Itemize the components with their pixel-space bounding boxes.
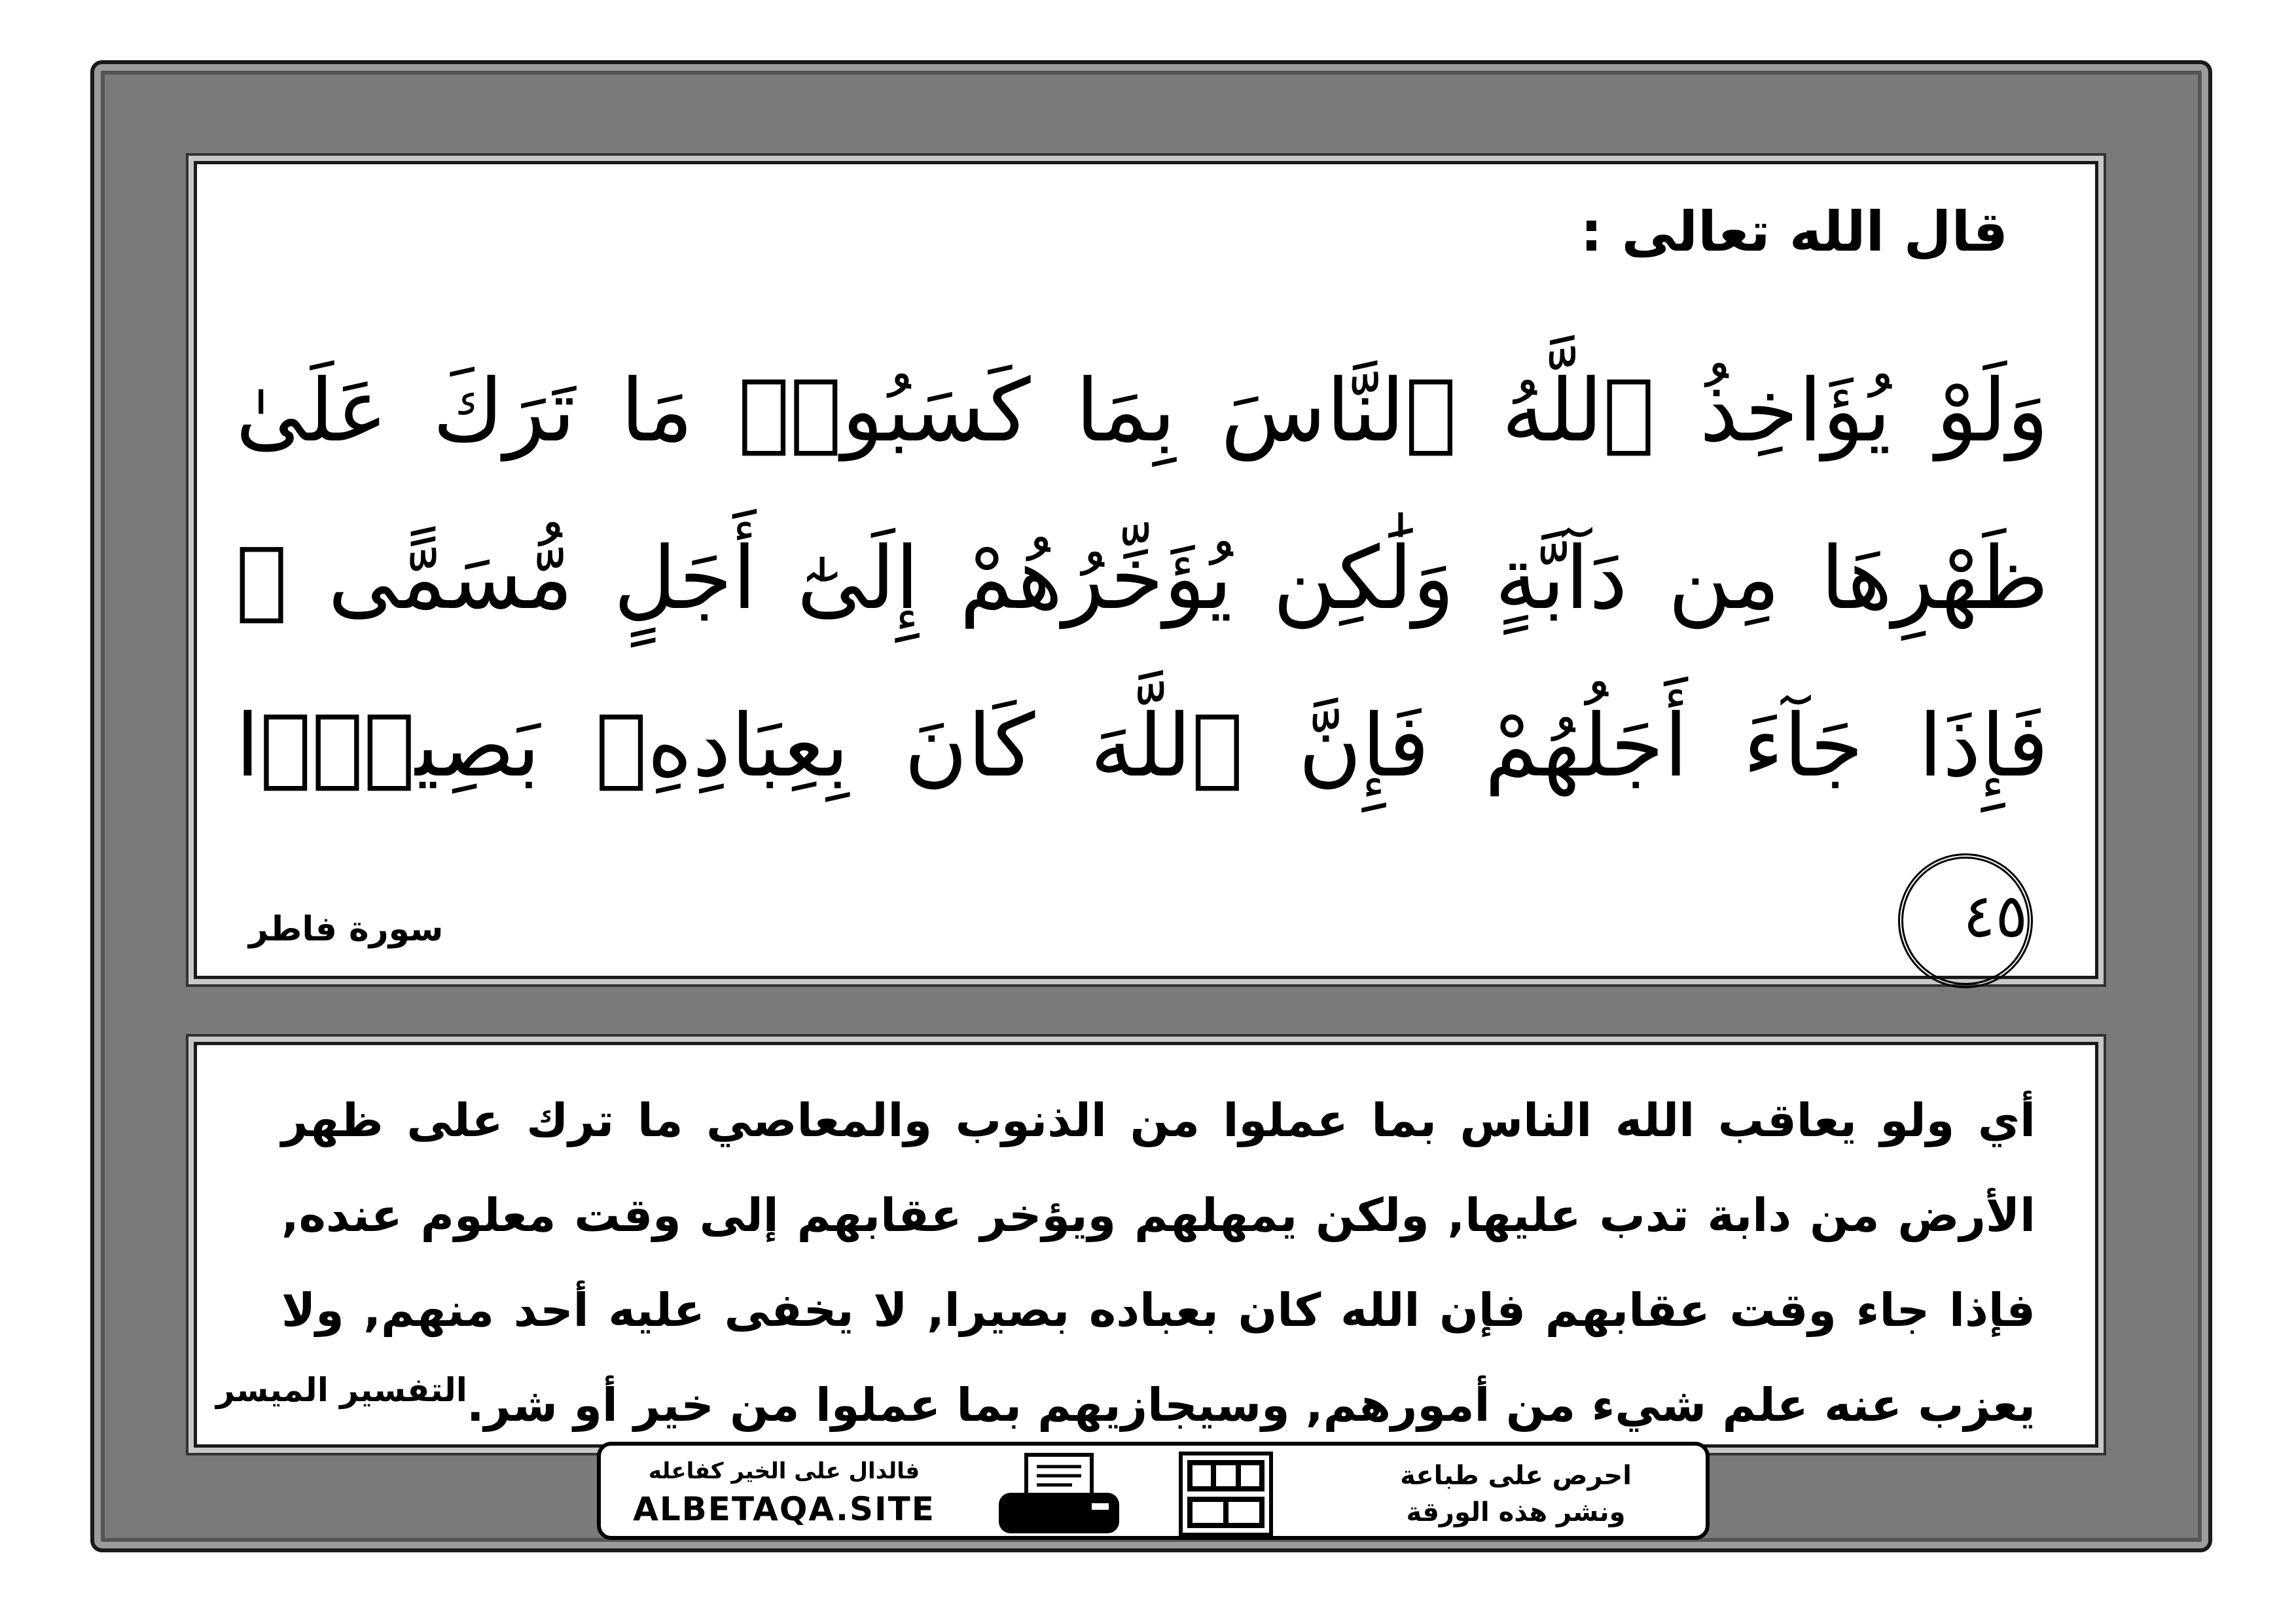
footer-cta	[1352, 1457, 1679, 1531]
footer-cta-line2: ونشر هذه الورقة	[1406, 1497, 1626, 1527]
printer-icon	[994, 1452, 1124, 1537]
ayah-number-marker: ٤٥	[1898, 853, 2033, 988]
tafsir-text: أي ولو يعاقب الله الناس بما عملوا من الذنوب والمعاصي ما ترك على ظهر الأرض من دابة تدب عليها, ولكن يمهلهم ويؤخر عقابهم إلى وقت معلوم عنده, فإذا جاء وقت عقابهم فإن الله كان بعباده بصيرا, لا يخفى عليه أحد منهم, ولا يعزب عنه علم شيء من أمورهم, وسيجازيهم بما عملوا من خير أو شر.	[281, 1094, 2036, 1432]
footer-site-block	[627, 1455, 941, 1531]
tafsir-source: التفسير الميسر	[216, 1371, 467, 1409]
albetaqa-logo	[1177, 1450, 1275, 1539]
footer-slogan: فالدال على الخير كفاعله	[648, 1458, 920, 1484]
page-title: قال الله تعالى :	[1580, 200, 2008, 264]
footer-bar	[597, 1442, 1710, 1540]
footer-cta-line1: احرص على طباعة	[1400, 1461, 1632, 1491]
quran-verse	[236, 327, 2049, 997]
site-link[interactable]: ALBETAQA.SITE	[633, 1490, 935, 1528]
verse-text: وَلَوْ يُؤَاخِذُ ٱللَّهُ ٱلنَّاسَ بِمَا كَسَبُوا۟ مَا تَرَكَ عَلَىٰ ظَهْرِهَا مِن دَآبَّةٍ وَلَٰكِن يُؤَخِّرُهُمْ إِلَىٰٓ أَجَلٍ مُّسَمًّى ۖ فَإِذَا جَآءَ أَجَلُهُمْ فَإِنَّ ٱللَّهَ كَانَ بِعِبَادِهِۦ بَصِيرًۢا	[236, 361, 2049, 796]
surah-name: سورة فاطر	[249, 910, 444, 949]
